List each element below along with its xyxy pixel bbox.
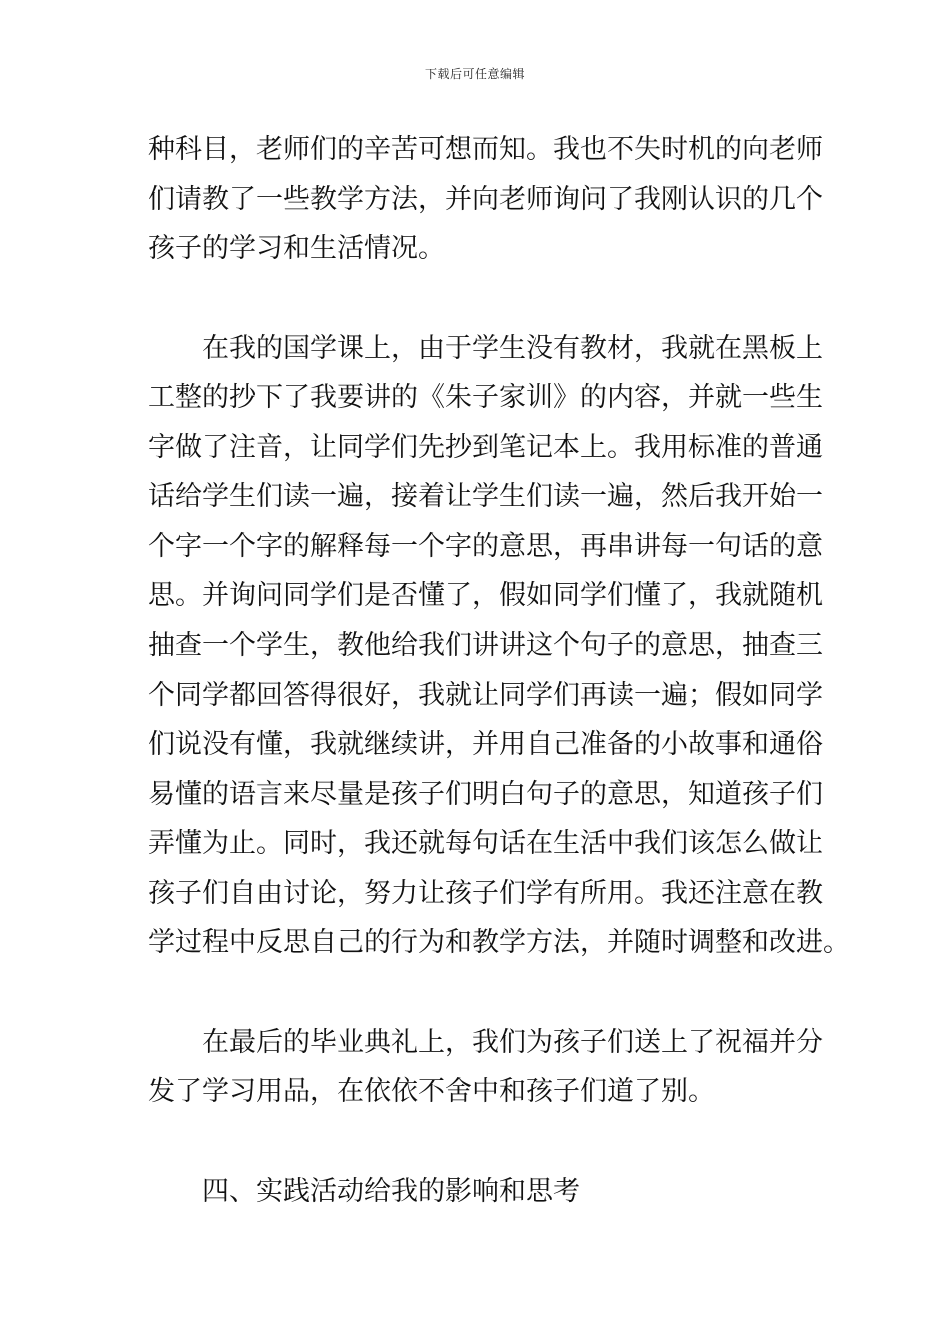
body-text-line: 在最后的毕业典礼上，我们为孩子们送上了祝福并分 [148, 1027, 823, 1058]
body-text-line: 孩子的学习和生活情况。 [148, 233, 445, 264]
body-text-line: 个同学都回答得很好，我就让同学们再读一遍；假如同学 [148, 680, 823, 711]
body-text-line: 易懂的语言来尽量是孩子们明白句子的意思，知道孩子们 [148, 779, 823, 810]
page-header: 下载后可任意编辑 [424, 67, 525, 81]
body-text-line: 思。并询问同学们是否懂了，假如同学们懂了，我就随机 [148, 580, 823, 611]
body-text-line: 话给学生们读一遍，接着让学生们读一遍，然后我开始一 [148, 481, 823, 512]
body-text-line: 们说没有懂，我就继续讲，并用自己准备的小故事和通俗 [148, 729, 823, 760]
body-text-line: 弄懂为止。同时，我还就每句话在生活中我们该怎么做让 [148, 828, 823, 859]
body-text-line: 抽查一个学生，教他给我们讲讲这个句子的意思，抽查三 [148, 630, 823, 661]
body-text-line: 个字一个字的解释每一个字的意思，再串讲每一句话的意 [148, 531, 823, 562]
body-text-line: 工整的抄下了我要讲的《朱子家训》的内容，并就一些生 [148, 382, 823, 413]
body-text-line: 在我的国学课上，由于学生没有教材，我就在黑板上 [148, 333, 823, 364]
section-heading: 四、实践活动给我的影响和思考 [148, 1176, 580, 1207]
body-text-line: 们请教了一些教学方法，并向老师询问了我刚认识的几个 [148, 184, 823, 215]
body-text-line: 学过程中反思自己的行为和教学方法，并随时调整和改进。 [148, 927, 850, 958]
body-text-line: 发了学习用品，在依依不舍中和孩子们道了别。 [148, 1076, 715, 1107]
body-text-line: 字做了注音，让同学们先抄到笔记本上。我用标准的普通 [148, 432, 823, 463]
body-text-line: 种科目，老师们的辛苦可想而知。我也不失时机的向老师 [148, 134, 823, 165]
body-text-line: 孩子们自由讨论，努力让孩子们学有所用。我还注意在教 [148, 878, 823, 909]
